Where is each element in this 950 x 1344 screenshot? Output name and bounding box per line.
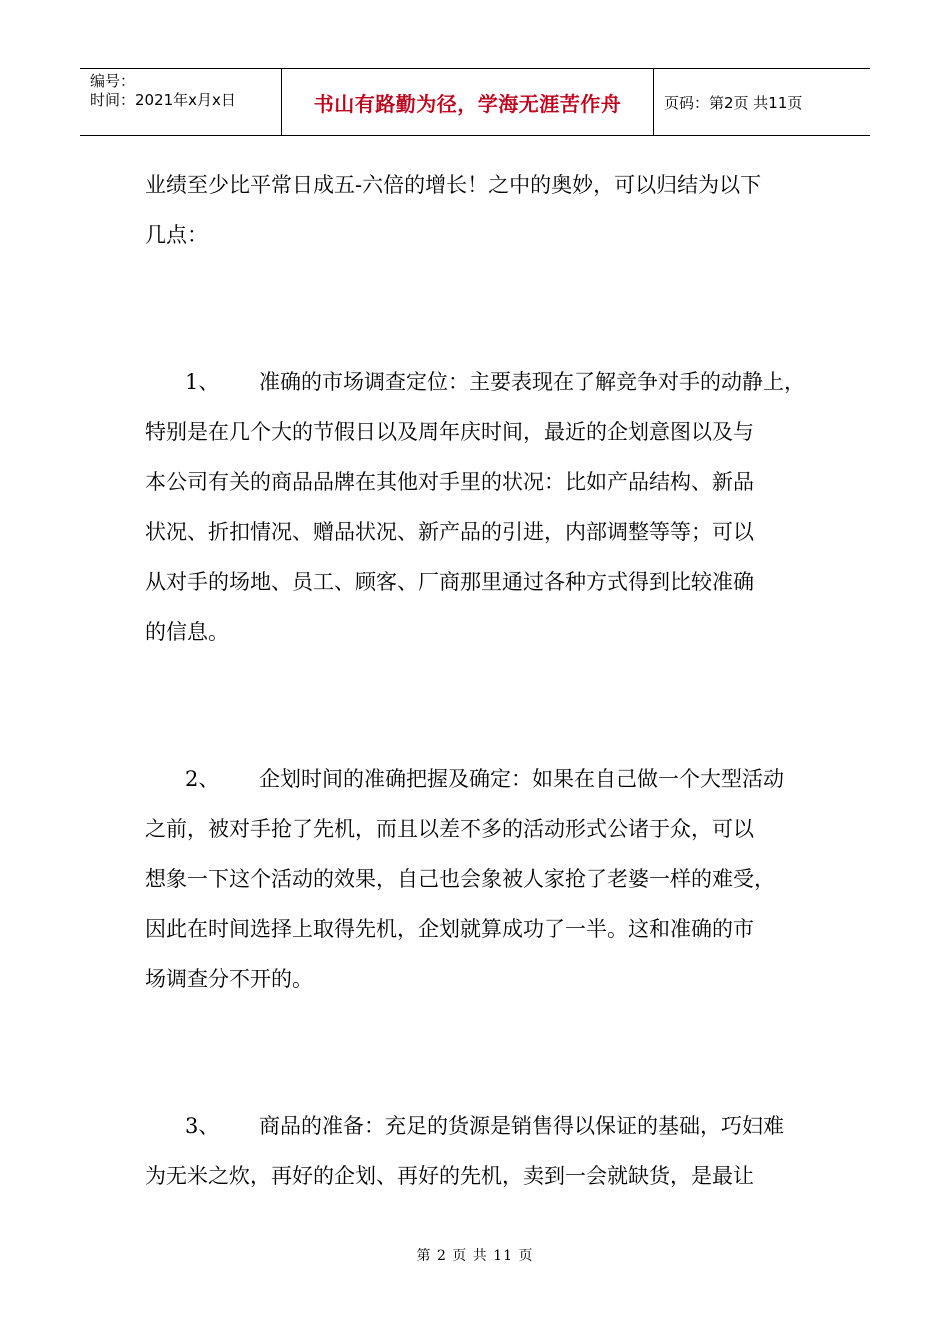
list-item-line: 想象一下这个活动的效果，自己也会象被人家抢了老婆一样的难受， [145, 867, 775, 891]
intro-paragraph [145, 160, 815, 260]
list-item-number: 2、 [185, 767, 220, 791]
list-item-line: 状况、折扣情况、赠品状况、新产品的引进，内部调整等等；可以 [145, 520, 754, 544]
list-item-line: 商品的准备：充足的货源是销售得以保证的基础，巧妇难 [259, 1114, 784, 1138]
list-item-line: 因此在时间选择上取得先机，企划就算成功了一半。这和准确的市 [145, 917, 754, 941]
document-number-label: 编号： [90, 72, 136, 90]
list-item-line: 本公司有关的商品品牌在其他对手里的状况：比如产品结构、新品 [145, 470, 754, 494]
header-page-cell [654, 69, 870, 135]
list-item-line: 场调查分不开的。 [145, 967, 313, 991]
list-item-number: 1、 [185, 370, 220, 394]
document-body [145, 160, 815, 1201]
document-header [80, 68, 870, 136]
list-item-line: 为无米之炊，再好的企划、再好的先机，卖到一会就缺货，是最让 [145, 1164, 754, 1188]
list-item-line: 从对手的场地、员工、顾客、厂商那里通过各种方式得到比较准确 [145, 570, 754, 594]
list-item-line: 准确的市场调查定位：主要表现在了解竞争对手的动静上， [259, 370, 805, 394]
list-item-line: 企划时间的准确把握及确定：如果在自己做一个大型活动 [259, 767, 784, 791]
header-motto: 书山有路勤为径，学海无涯苦作舟 [313, 91, 622, 116]
list-item-line: 特别是在几个大的节假日以及周年庆时间，最近的企划意图以及与 [145, 420, 754, 444]
header-page-info: 页码：第2页 共11页 [664, 93, 803, 112]
intro-line: 业绩至少比平常日成五-六倍的增长！之中的奥妙，可以归结为以下 [145, 173, 762, 197]
header-meta-cell [80, 69, 282, 135]
list-item-line: 之前，被对手抢了先机，而且以差不多的活动形式公诸于众，可以 [145, 817, 754, 841]
document-time-label: 时间：2021年x月x日 [90, 91, 236, 109]
list-item-3 [145, 1101, 815, 1201]
list-item-1 [145, 357, 815, 657]
header-motto-cell [282, 69, 654, 135]
list-item-number: 3、 [185, 1114, 220, 1138]
intro-line: 几点： [145, 223, 208, 247]
page-footer: 第 2 页 共 11 页 [416, 1248, 534, 1264]
list-item-2 [145, 754, 815, 1004]
list-item-line: 的信息。 [145, 620, 229, 644]
